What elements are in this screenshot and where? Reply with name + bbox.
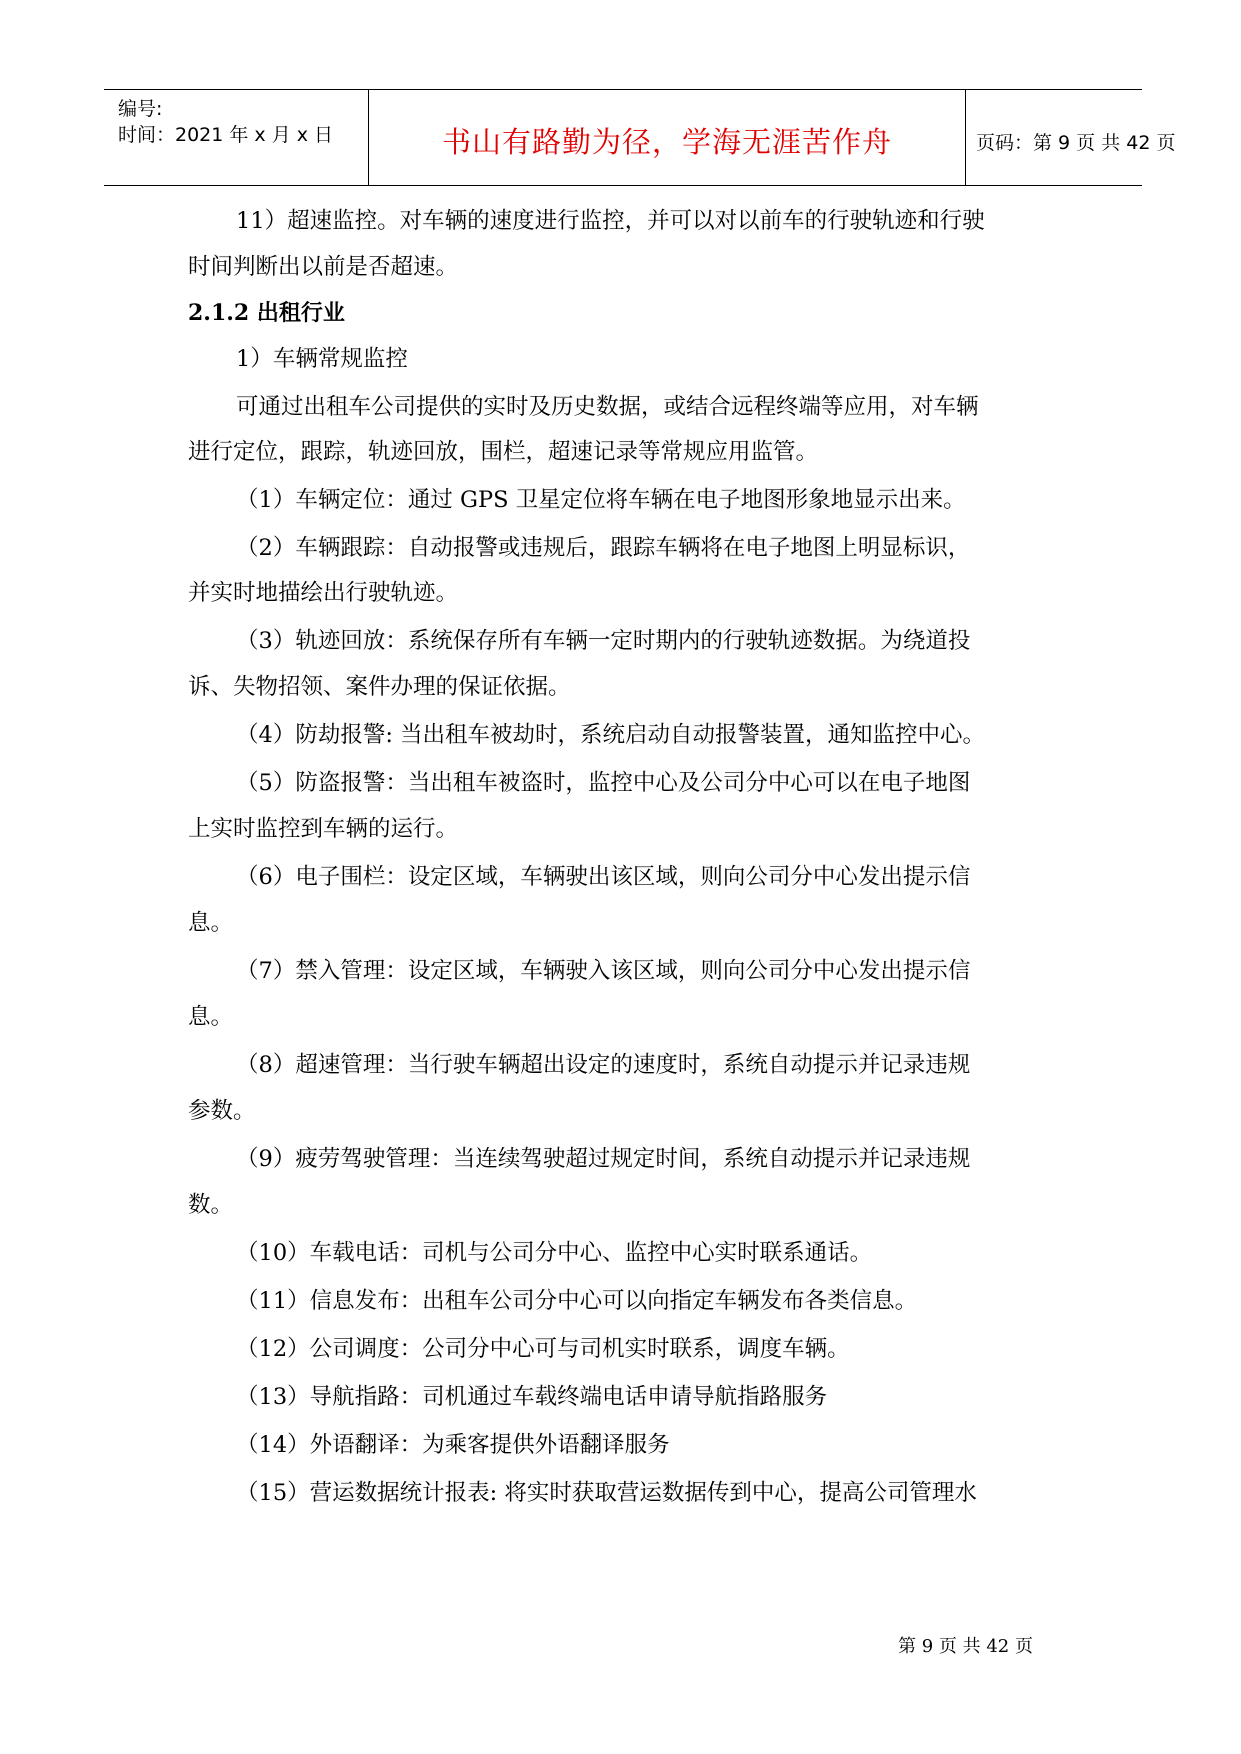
- header-page-code: 页码：第 9 页 共 42 页: [976, 132, 1176, 154]
- list-item: （13）导航指路：司机通过车载终端电话申请导航指路服务: [236, 1384, 828, 1410]
- paragraph-line: 时间判断出以前是否超速。: [188, 254, 459, 280]
- list-item-continuation: 参数。: [188, 1098, 256, 1124]
- list-item-continuation: 诉、失物招领、案件办理的保证依据。: [188, 674, 571, 700]
- list-item: （4）防劫报警: 当出租车被劫时，系统启动自动报警装置，通知监控中心。: [236, 722, 986, 748]
- list-item-continuation: 数。: [188, 1192, 234, 1218]
- paragraph-line: 11）超速监控。对车辆的速度进行监控，并可以对以前车的行驶轨迹和行驶: [236, 208, 985, 234]
- list-item: （8）超速管理：当行驶车辆超出设定的速度时，系统自动提示并记录违规: [236, 1052, 971, 1078]
- list-item: （5）防盗报警：当出租车被盗时，监控中心及公司分中心可以在电子地图: [236, 770, 971, 796]
- section-heading: 2.1.2 出租行业: [188, 300, 345, 326]
- list-item: （7）禁入管理：设定区域，车辆驶入该区域，则向公司分中心发出提示信: [236, 958, 971, 984]
- document-time-label: 时间：2021 年 x 月 x 日: [118, 124, 334, 146]
- list-item: （11）信息发布：出租车公司分中心可以向指定车辆发布各类信息。: [236, 1288, 918, 1314]
- list-item: （3）轨迹回放：系统保存所有车辆一定时期内的行驶轨迹数据。为绕道投: [236, 628, 971, 654]
- header-motto-cell: [369, 90, 966, 185]
- list-item: （1）车辆定位：通过 GPS 卫星定位将车辆在电子地图形象地显示出来。: [236, 487, 966, 513]
- header-right-cell: [966, 90, 1176, 185]
- page-footer: 第 9 页 共 42 页: [898, 1636, 1033, 1657]
- list-item-continuation: 息。: [188, 910, 234, 936]
- header-left-cell: [104, 90, 369, 185]
- document-number-label: 编号:: [118, 98, 163, 120]
- list-item: （12）公司调度：公司分中心可与司机实时联系，调度车辆。: [236, 1336, 850, 1362]
- list-item: （2）车辆跟踪：自动报警或违规后，跟踪车辆将在电子地图上明显标识，: [236, 535, 971, 561]
- paragraph-line: 可通过出租车公司提供的实时及历史数据，或结合远程终端等应用，对车辆: [236, 394, 979, 420]
- list-item: （9）疲劳驾驶管理：当连续驾驶超过规定时间，系统自动提示并记录违规: [236, 1146, 971, 1172]
- list-item-continuation: 并实时地描绘出行驶轨迹。: [188, 580, 459, 606]
- paragraph-line: 进行定位，跟踪，轨迹回放，围栏，超速记录等常规应用监管。: [188, 439, 819, 465]
- subsection-heading: 1）车辆常规监控: [236, 346, 408, 372]
- list-item-continuation: 息。: [188, 1004, 234, 1030]
- list-item-continuation: 上实时监控到车辆的运行。: [188, 816, 459, 842]
- list-item: （10）车载电话：司机与公司分中心、监控中心实时联系通话。: [236, 1240, 873, 1266]
- page-header: [104, 89, 1176, 186]
- header-motto: 书山有路勤为径，学海无涯苦作舟: [441, 125, 892, 159]
- list-item: （6）电子围栏：设定区域，车辆驶出该区域，则向公司分中心发出提示信: [236, 864, 971, 890]
- list-item: （14）外语翻译：为乘客提供外语翻译服务: [236, 1432, 670, 1458]
- list-item: （15）营运数据统计报表: 将实时获取营运数据传到中心，提高公司管理水: [236, 1480, 977, 1506]
